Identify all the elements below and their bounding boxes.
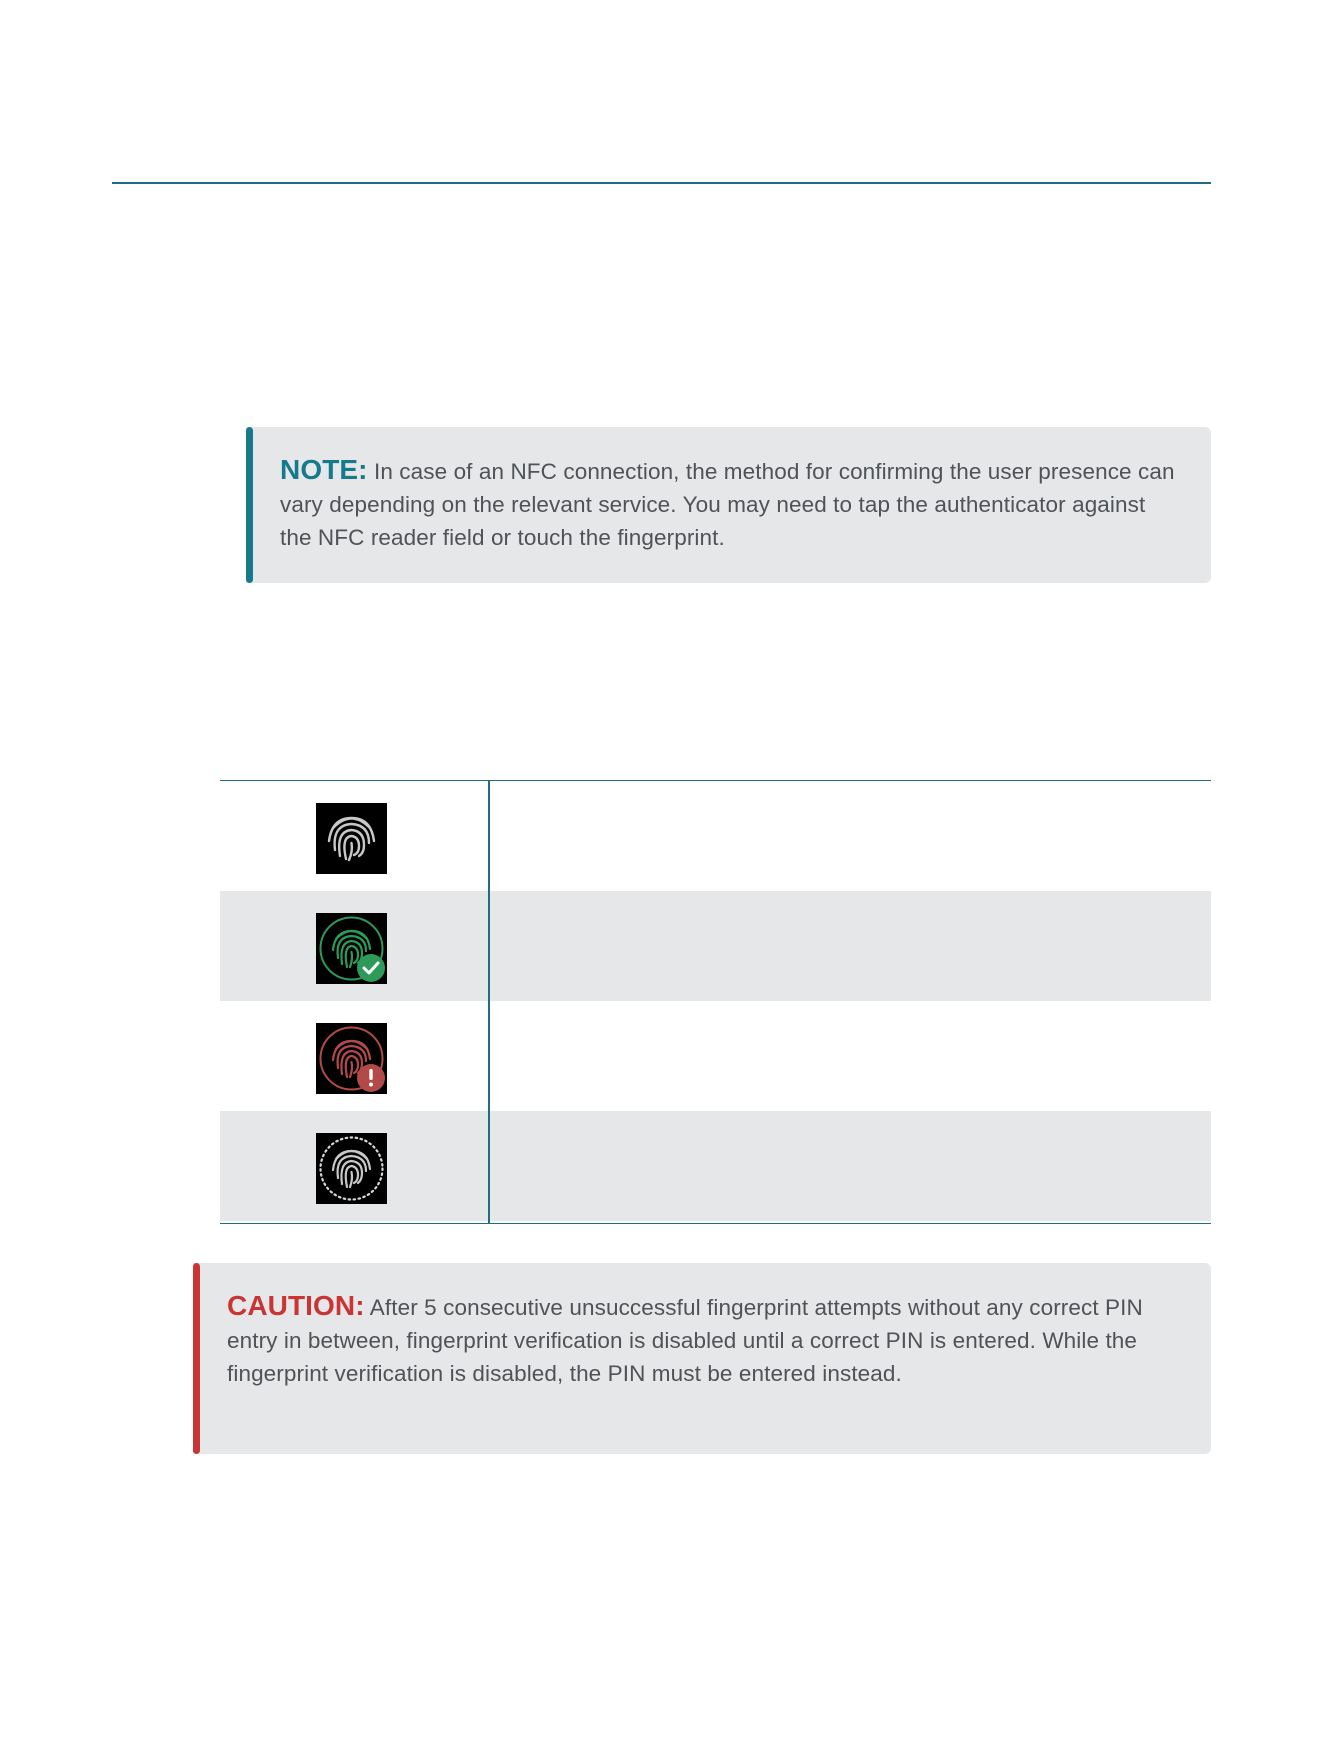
table-row — [220, 781, 1211, 891]
caution-accent-bar — [193, 1263, 200, 1454]
table-row — [220, 1111, 1211, 1221]
note-accent-bar — [246, 427, 253, 583]
note-paragraph — [280, 453, 1181, 554]
description-cell — [510, 1001, 1190, 1111]
column-divider — [488, 781, 490, 1223]
fingerprint-success-icon — [316, 913, 387, 984]
caution-label: CAUTION: — [227, 1290, 365, 1321]
fingerprint-error-icon — [316, 1023, 387, 1094]
caution-callout — [193, 1263, 1211, 1454]
note-label: NOTE: — [280, 454, 368, 485]
description-cell — [510, 1111, 1190, 1221]
note-callout — [246, 427, 1211, 583]
note-text: In case of an NFC connection, the method for confirming the user presence can vary depending on the relevant service. You may need to tap the authenticator against the NFC reader field or touch the fingerprint. — [280, 459, 1175, 550]
icon-cell — [220, 781, 488, 891]
icon-cell — [220, 1111, 488, 1221]
description-cell — [510, 781, 1190, 891]
fingerprint-icon — [316, 803, 387, 874]
icon-cell — [220, 891, 488, 1001]
description-cell — [510, 891, 1190, 1001]
table-row — [220, 891, 1211, 1001]
caution-text: After 5 consecutive unsuccessful fingerprint attempts without any correct PIN entry in between, fingerprint verification is disabled until a correct PIN is entered. While the fingerprint verification is disabled, the PIN must be entered instead. — [227, 1295, 1143, 1386]
header-rule — [112, 182, 1211, 184]
table-row — [220, 1001, 1211, 1111]
icon-cell — [220, 1001, 488, 1111]
caution-paragraph — [227, 1289, 1181, 1390]
fingerprint-scanning-icon — [316, 1133, 387, 1204]
fingerprint-status-table — [220, 780, 1211, 1224]
